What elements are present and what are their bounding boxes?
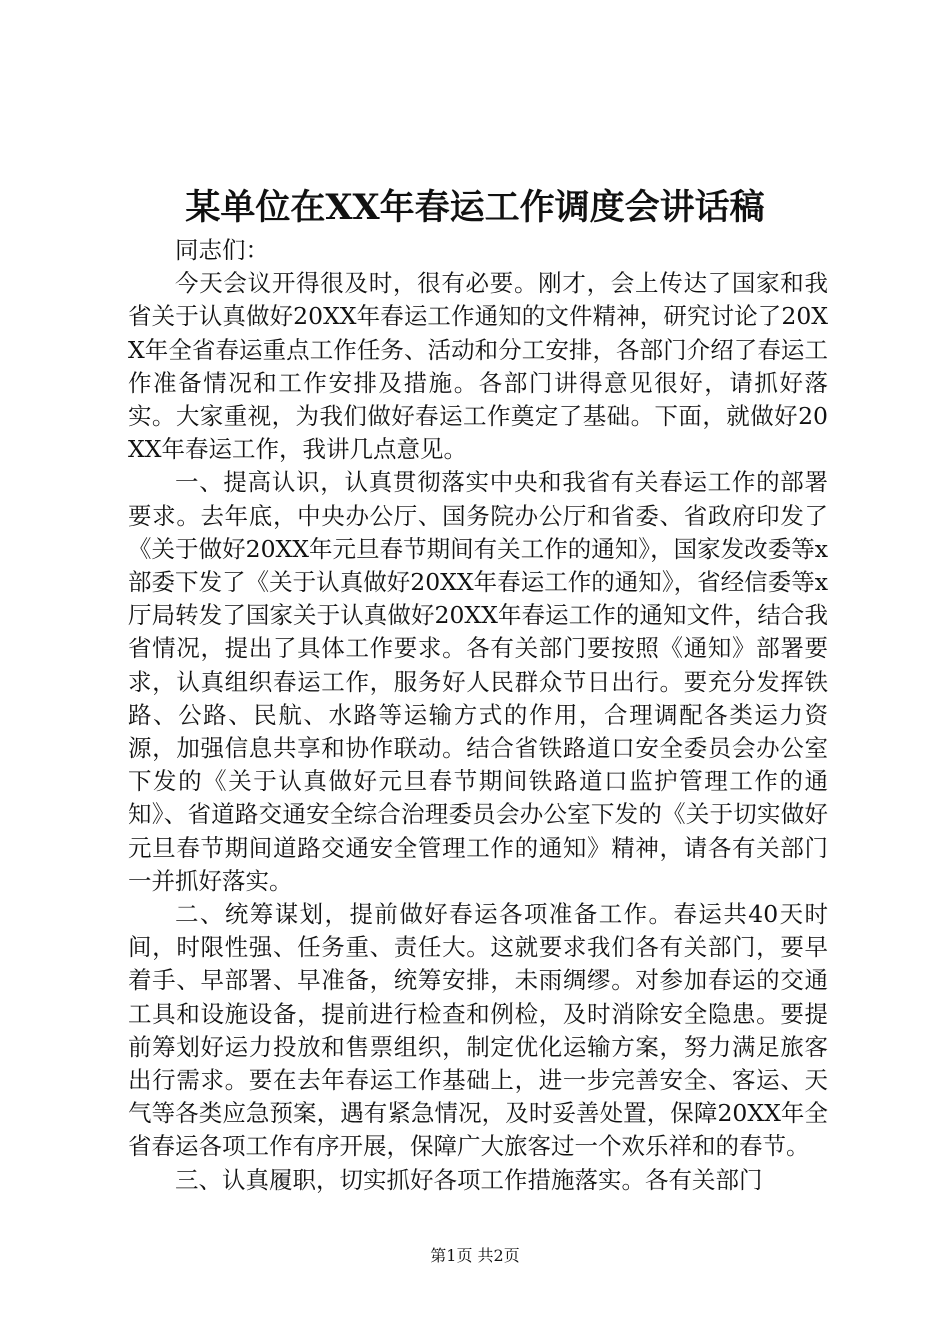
document-title: 某单位在XX年春运工作调度会讲话稿	[185, 187, 765, 228]
document-body	[128, 234, 828, 1197]
paragraph-section-three: 三、认真履职，切实抓好各项工作措施落实。各有关部门	[175, 1165, 763, 1194]
greeting-line: 同志们：	[175, 236, 269, 264]
paragraph-section-one: 一、提高认识，认真贯彻落实中央和我省有关春运工作的部署要求。去年底，中央办公厅、国务院办公厅和省委、省政府印发了《关于做好20XX年元旦春节期间有关工作的通知》，国家发改委等x部委下发了《关于认真做好20XX年春运工作的通知》，省经信委等x厅局转发了国家关于认真做好20XX年春运工作的通知文件，结合我省情况，提出了具体工作要求。各有关部门要按照《通知》部署要求，认真组织春运工作，服务好人民群众节日出行。要充分发挥铁路、公路、民航、水路等运输方式的作用，合理调配各类运力资源，加强信息共享和协作联动。结合省铁路道口安全委员会办公室下发的《关于认真做好元旦春节期间铁路道口监护管理工作的通知》、省道路交通安全综合治理委员会办公室下发的《关于切实做好元旦春节期间道路交通安全管理工作的通知》精神，请各有关部门一并抓好落实。	[128, 468, 828, 895]
paragraph-intro: 今天会议开得很及时，很有必要。刚才，会上传达了国家和我省关于认真做好20XX年春运工作通知的文件精神，研究讨论了20XX年全省春运重点工作任务、活动和分工安排，各部门介绍了春运工作准备情况和工作安排及措施。各部门讲得意见很好，请抓好落实。大家重视，为我们做好春运工作奠定了基础。下面，就做好20XX年春运工作，我讲几点意见。	[128, 269, 828, 464]
page-footer: 第1页 共2页	[430, 1246, 520, 1265]
paragraph-section-two: 二、统筹谋划，提前做好春运各项准备工作。春运共40天时间，时限性强、任务重、责任大。这就要求我们各有关部门，要早着手、早部署、早准备，统筹安排，未雨绸缪。对参加春运的交通工具和设施设备，提前进行检查和例检，及时消除安全隐患。要提前筹划好运力投放和售票组织，制定优化运输方案，努力满足旅客出行需求。要在去年春运工作基础上，进一步完善安全、客运、天气等各类应急预案，遇有紧急情况，及时妥善处置，保障20XX年全省春运各项工作有序开展，保障广大旅客过一个欢乐祥和的春节。	[128, 900, 828, 1161]
